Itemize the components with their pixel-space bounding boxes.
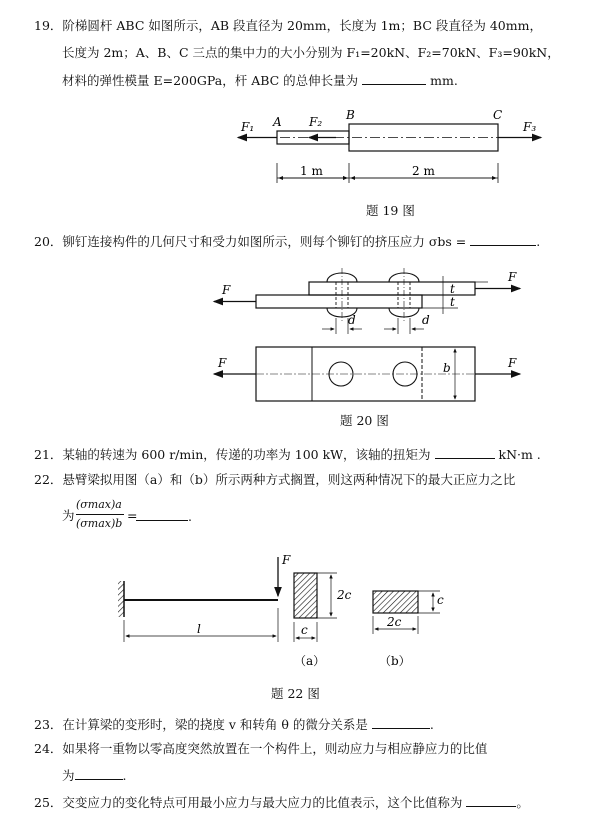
c-label-b: c	[437, 593, 444, 607]
dim-2m: 2 m	[412, 164, 435, 178]
q25-answer-blank[interactable]	[466, 794, 516, 807]
q20-line1: 20．铆钉连接构件的几何尺寸和受力如图所示，则每个铆钉的挤压应力 σbs = .	[34, 234, 541, 249]
q19-line2: 长度为 2m；A、B、C 三点的集中力的大小分别为 F₁=20kN、F₂=70kN、F₃=90kN，	[62, 45, 560, 60]
q22-numerator: (σmax)a	[76, 498, 122, 511]
q22-fraction-bar	[76, 514, 124, 515]
q22-line1: 22．悬臂梁拟用图（a）和（b）所示两种方式搁置，则这两种情况下的最大正应力之比	[34, 472, 516, 487]
f-label-1: F	[508, 270, 517, 284]
q23-text: 23．在计算梁的变形时，梁的挠度 v 和转角 θ 的微分关系是	[34, 717, 368, 732]
a-label: A	[273, 115, 282, 129]
q23-answer-blank[interactable]	[372, 716, 430, 729]
d-label-1: d	[348, 313, 356, 327]
section-b	[373, 591, 418, 613]
f3-label: F₃	[523, 120, 537, 134]
q23-line1: 23．在计算梁的变形时，梁的挠度 v 和转角 θ 的微分关系是 .	[34, 717, 434, 732]
q24-answer-blank[interactable]	[75, 767, 123, 780]
f-label-3: F	[218, 356, 227, 370]
b-label: B	[346, 108, 355, 122]
q24-line2: 为 .	[62, 768, 127, 783]
q22-eq: =	[127, 508, 138, 523]
2c-label-a: 2c	[337, 588, 352, 602]
q24-line1: 24．如果将一重物以零高度突然放置在一个构件上，则动应力与相应静应力的比值	[34, 741, 488, 756]
label-a: （a）	[294, 654, 326, 668]
b-label: b	[443, 361, 451, 375]
dim-1m: 1 m	[300, 164, 323, 178]
d-label-2: d	[422, 313, 430, 327]
q20-text: 20．铆钉连接构件的几何尺寸和受力如图所示，则每个铆钉的挤压应力 σbs =	[34, 234, 467, 249]
q22-wei: 为	[62, 508, 75, 523]
2c-label-b: 2c	[387, 615, 402, 629]
q21-line1	[34, 446, 541, 463]
q21-unit: kN·m .	[498, 447, 541, 462]
q20-answer-blank[interactable]	[470, 233, 536, 246]
q21-text: 21．某轴的转速为 600 r/min，传递的功率为 100 kW，该轴的扭矩为	[34, 447, 431, 462]
q21-answer-blank[interactable]	[435, 446, 495, 459]
f22-label: F	[282, 553, 291, 567]
lower-plate	[256, 295, 422, 308]
f1-label: F₁	[241, 120, 255, 134]
q19-line1: 19．阶梯圆杆 ABC 如图所示，AB 段直径为 20mm，长度为 1m；BC 段直径为 40mm，	[34, 18, 542, 33]
wall-hatch	[118, 581, 124, 617]
fig19-caption: 题 19 图	[366, 203, 415, 218]
q22-answer: .	[136, 508, 192, 525]
q22-answer-blank[interactable]	[136, 508, 188, 521]
fig22-caption: 题 22 图	[271, 686, 320, 701]
fig19	[238, 108, 541, 183]
label-b: （b）	[379, 654, 411, 668]
f-label-2: F	[222, 283, 231, 297]
l-label: l	[197, 622, 201, 636]
q19-unit: mm.	[430, 73, 458, 88]
fig20-caption: 题 20 图	[340, 413, 389, 428]
q24-text: 为	[62, 768, 75, 783]
t-label-1: t	[450, 282, 455, 296]
fig20	[214, 268, 520, 401]
fig22	[118, 553, 444, 668]
q25-text: 25．交变应力的变化特点可用最小应力与最大应力的比值表示，这个比值称为	[34, 795, 463, 810]
q25-line1: 25．交变应力的变化特点可用最小应力与最大应力的比值表示，这个比值称为 。	[34, 795, 529, 810]
t-label-2: t	[450, 295, 455, 309]
f2-label: F₂	[309, 115, 323, 129]
c-label: C	[493, 108, 503, 122]
f-label-4: F	[508, 356, 517, 370]
section-a	[294, 573, 317, 618]
q19-line3-text: 材料的弹性模量 E=200GPa，杆 ABC 的总伸长量为	[62, 73, 359, 88]
q22-denominator: (σmax)b	[76, 517, 123, 530]
c-label-a: c	[301, 623, 308, 637]
